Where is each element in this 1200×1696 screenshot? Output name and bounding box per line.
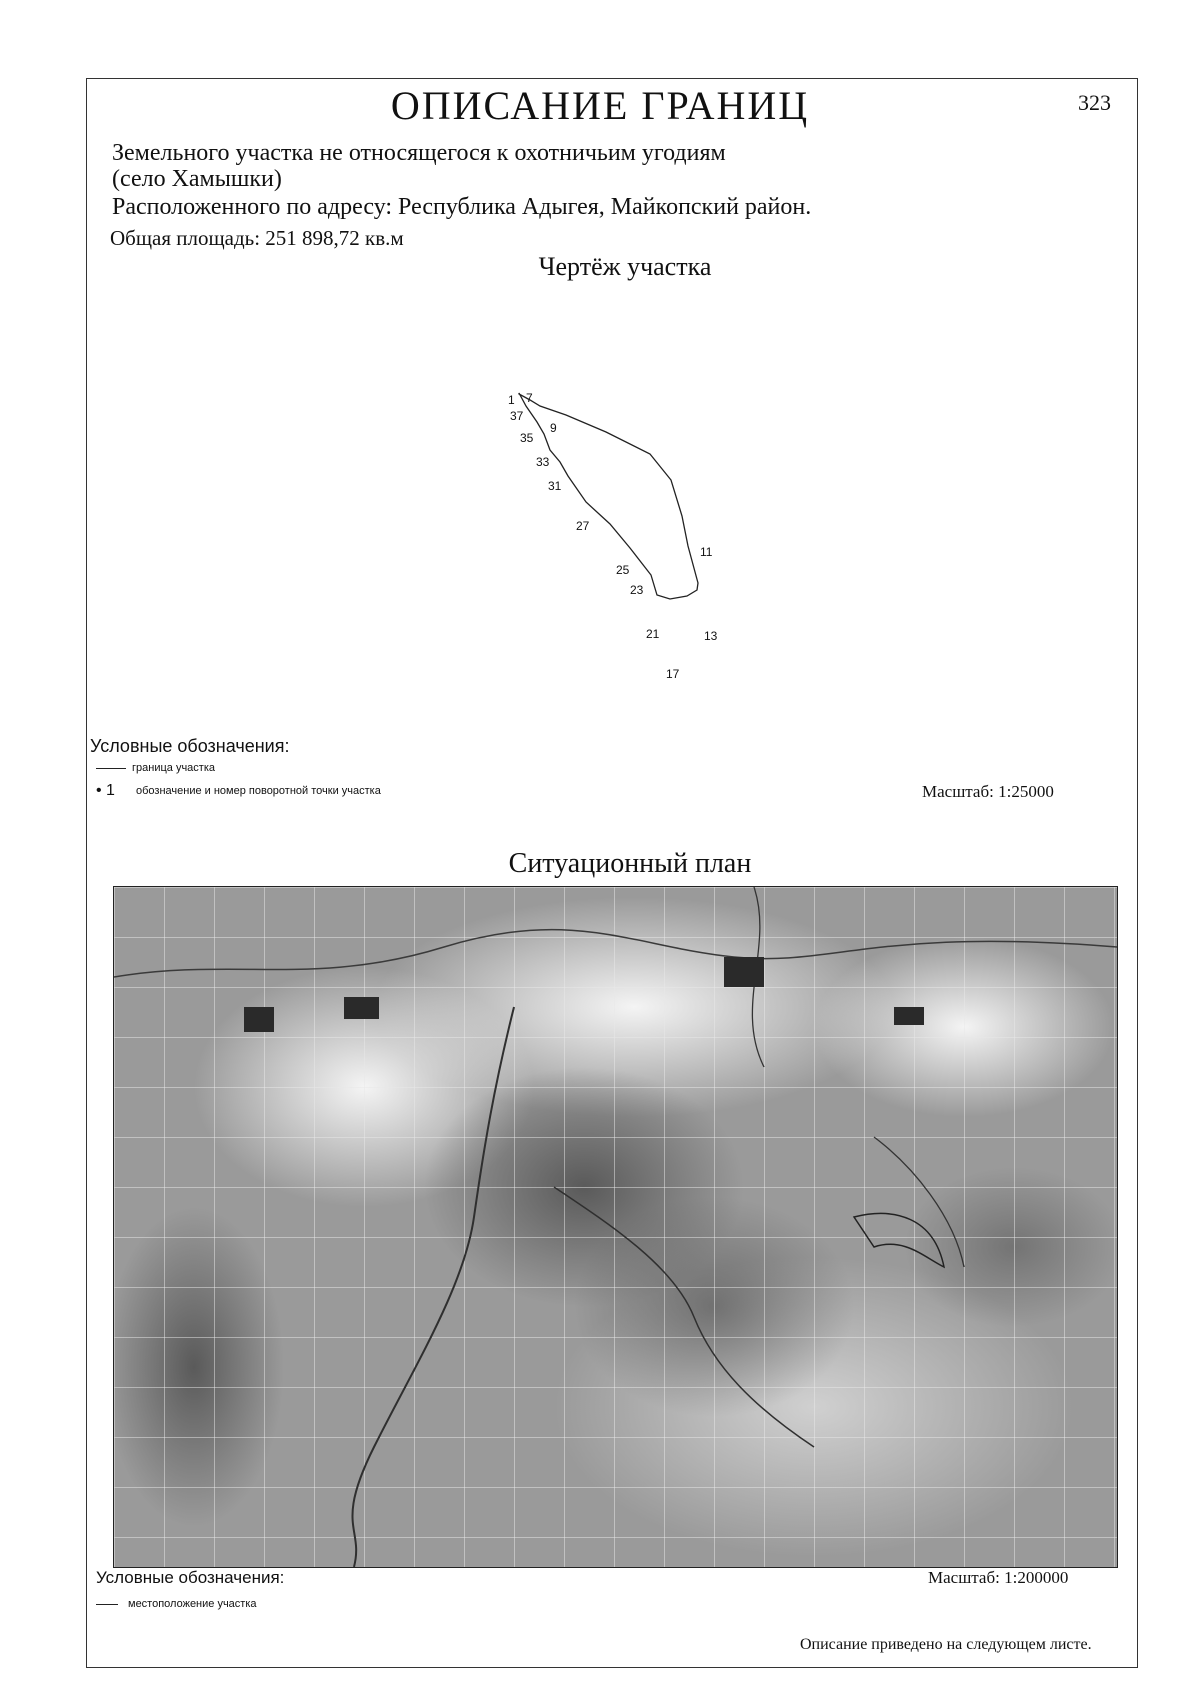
situation-legend-title: Условные обозначения:: [96, 1568, 285, 1587]
point-label: 33: [536, 455, 550, 469]
point-label: 13: [704, 629, 718, 643]
point-label: 23: [630, 583, 644, 597]
plot-boundary: [519, 393, 698, 599]
situation-map: [113, 886, 1118, 1568]
info-line-1: Земельного участка не относящегося к охотничьим угодиям: [112, 140, 726, 166]
legend-location-label: местоположение участка: [128, 1598, 257, 1610]
legend-location: [96, 1598, 257, 1610]
point-label: 17: [666, 667, 680, 681]
situation-scale: Масштаб: 1:200000: [928, 1568, 1069, 1587]
point-label: 27: [576, 519, 590, 533]
boundary-line-symbol: [96, 768, 126, 769]
topographic-map-image: [114, 887, 1117, 1567]
point-label: 11: [700, 545, 713, 559]
point-label: 35: [520, 431, 534, 445]
legend-point-label: обозначение и номер поворотной точки участка: [136, 785, 381, 797]
drawing-legend-title: Условные обозначения:: [90, 736, 290, 756]
info-line-3: Расположенного по адресу: Республика Адыгея, Майкопский район.: [112, 194, 812, 220]
legend-boundary-label: граница участка: [132, 762, 215, 774]
point-label: 7: [526, 391, 533, 405]
info-line-2: (село Хамышки): [112, 166, 282, 192]
point-symbol: • 1: [96, 782, 115, 799]
point-label: 1: [508, 393, 515, 407]
point-label: 31: [548, 479, 562, 493]
legend-point: [96, 782, 381, 800]
point-label: 25: [616, 563, 630, 577]
point-label: 21: [646, 627, 660, 641]
footer-note: Описание приведено на следующем листе.: [800, 1636, 1092, 1653]
point-label: 37: [510, 409, 524, 423]
drawing-scale: Масштаб: 1:25000: [922, 782, 1054, 801]
plot-drawing: [440, 370, 770, 710]
page-title: ОПИСАНИЕ ГРАНИЦ: [390, 83, 810, 128]
location-line-symbol: [96, 1604, 118, 1605]
legend-boundary: [96, 762, 215, 774]
info-line-area: Общая площадь: 251 898,72 кв.м: [110, 226, 404, 250]
drawing-title: Чертёж участка: [538, 252, 712, 281]
point-label: 9: [550, 421, 557, 435]
situation-title: Ситуационный план: [508, 848, 752, 879]
page-number: 323: [1078, 90, 1111, 115]
